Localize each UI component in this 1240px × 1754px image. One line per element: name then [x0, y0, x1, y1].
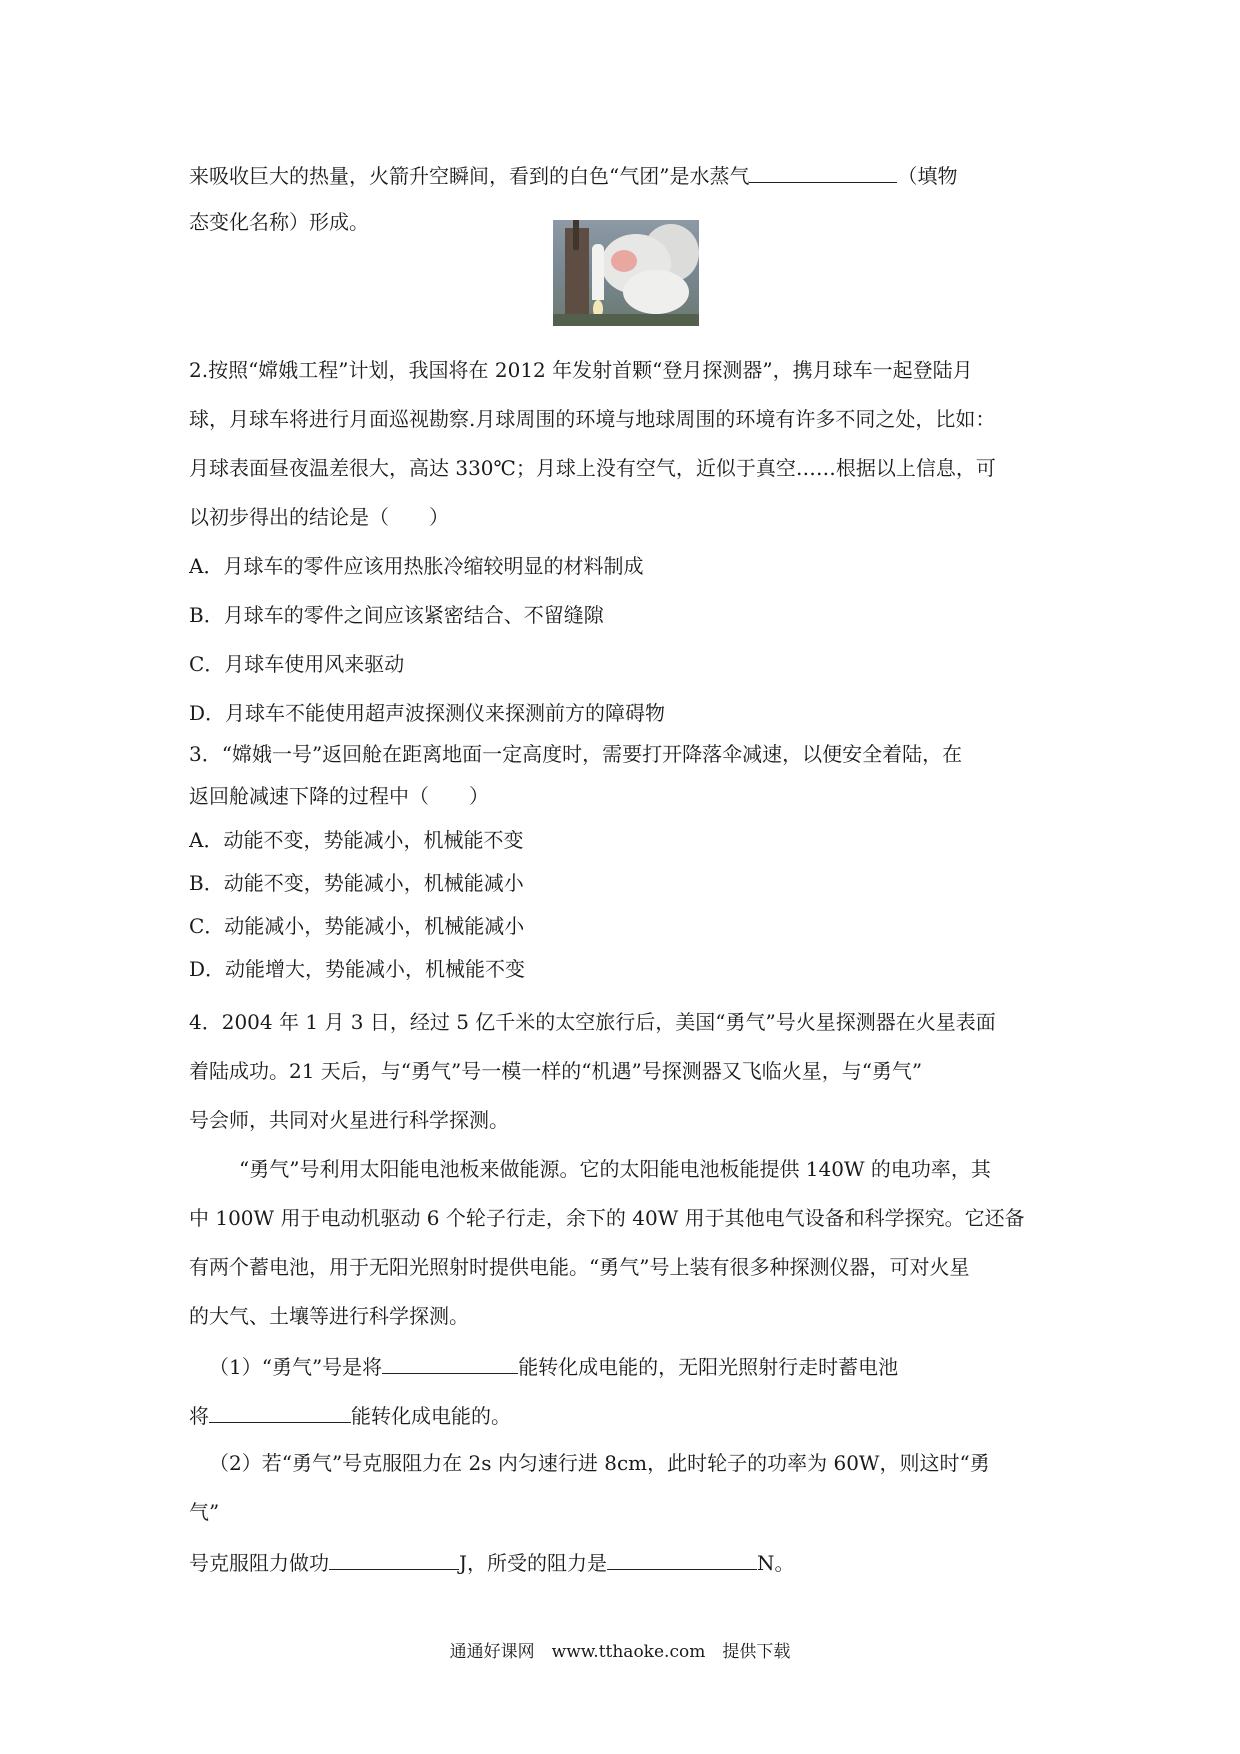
launch-tower-top	[573, 220, 579, 250]
q4-para-line-3: 有两个蓄电池，用于无阳光照射时提供电能。“勇气”号上装有很多种探测仪器，可对火星	[189, 1255, 970, 1279]
q4-sub2-line-3	[189, 1547, 795, 1577]
q2-option-c[interactable]: C．月球车使用风来驱动	[189, 652, 405, 676]
q4-sub1-line-2	[189, 1400, 511, 1430]
q4-sub2-blank-work[interactable]	[329, 1547, 459, 1570]
q2-line-3: 月球表面昼夜温差很大，高达 330℃；月球上没有空气，近似于真空……根据以上信息，可	[189, 456, 996, 480]
q3-line-2: 返回舱减速下降的过程中（ ）	[189, 784, 489, 808]
q4-sub1-text-c: 将	[189, 1404, 209, 1428]
q4-sub2-line-2: 气”	[189, 1500, 220, 1524]
q3-option-c[interactable]: C．动能减小，势能减小，机械能减小	[189, 914, 525, 938]
ground	[553, 314, 699, 326]
q1-text-after-blank: （填物	[897, 164, 958, 188]
q2-option-b[interactable]: B．月球车的零件之间应该紧密结合、不留缝隙	[189, 603, 604, 627]
q4-sub1-blank-2[interactable]	[209, 1400, 351, 1423]
q3-line-1: 3．“嫦娥一号”返回舱在距离地面一定高度时，需要打开降落伞减速，以便安全着陆，在	[189, 742, 963, 766]
smoke-cloud	[623, 270, 689, 314]
q2-line-1: 2.按照“嫦娥工程”计划，我国将在 2012 年发射首颗“登月探测器”，携月球车一起登陆月	[189, 358, 973, 382]
q2-line-4: 以初步得出的结论是（ ）	[189, 505, 449, 529]
rocket-body	[592, 244, 604, 300]
q4-sub2-text-b: J，所受的阻力是	[459, 1551, 608, 1575]
q2-option-a[interactable]: A．月球车的零件应该用热胀冷缩较明显的材料制成	[189, 554, 644, 578]
q4-line-3: 号会师，共同对火星进行科学探测。	[189, 1108, 509, 1132]
q4-para-line-1: “勇气”号利用太阳能电池板来做能源。它的太阳能电池板能提供 140W 的电功率，其	[239, 1157, 991, 1181]
q3-option-b[interactable]: B．动能不变，势能减小，机械能减小	[189, 871, 524, 895]
q1-line-2: 态变化名称）形成。	[189, 210, 369, 234]
flame-glow	[611, 250, 637, 272]
q4-sub1-text-b: 能转化成电能的，无阳光照射行走时蓄电池	[518, 1355, 899, 1379]
q1-line-1	[189, 160, 957, 190]
q2-option-d[interactable]: D．月球车不能使用超声波探测仪来探测前方的障碍物	[189, 701, 666, 725]
q4-sub2-text-c: N。	[757, 1551, 795, 1575]
q4-sub2-text-a: 号克服阻力做功	[189, 1551, 329, 1575]
q1-answer-blank[interactable]	[749, 160, 897, 183]
q3-option-d[interactable]: D．动能增大，势能减小，机械能不变	[189, 957, 526, 981]
q1-text-before-blank: 来吸收巨大的热量，火箭升空瞬间，看到的白色“气团”是水蒸气	[189, 164, 750, 188]
q4-sub1-text-a: （1）“勇气”号是将	[209, 1355, 383, 1379]
rocket-launch-image	[553, 220, 699, 326]
q4-sub1-text-d: 能转化成电能的。	[351, 1404, 511, 1428]
q4-sub1-blank-1[interactable]	[382, 1351, 518, 1374]
page-footer: 通通好课网 www.tthaoke.com 提供下载	[449, 1642, 791, 1662]
q4-para-line-2: 中 100W 用于电动机驱动 6 个轮子行走，余下的 40W 用于其他电气设备和科学探究。它还备	[189, 1206, 1025, 1230]
q4-para-line-4: 的大气、土壤等进行科学探测。	[189, 1304, 469, 1328]
q4-line-2: 着陆成功。21 天后，与“勇气”号一模一样的“机遇”号探测器又飞临火星，与“勇气”	[189, 1059, 923, 1083]
q4-sub2-blank-force[interactable]	[607, 1547, 757, 1570]
q3-option-a[interactable]: A．动能不变，势能减小，机械能不变	[189, 828, 524, 852]
q4-sub1-line-1	[209, 1351, 898, 1381]
q4-sub2-line-1: （2）若“勇气”号克服阻力在 2s 内匀速行进 8cm，此时轮子的功率为 60W，则这时“勇	[209, 1451, 990, 1475]
q4-line-1: 4．2004 年 1 月 3 日，经过 5 亿千米的太空旅行后，美国“勇气”号火星探测器在火星表面	[189, 1010, 996, 1034]
q2-line-2: 球，月球车将进行月面巡视勘察.月球周围的环境与地球周围的环境有许多不同之处，比如：	[189, 407, 996, 431]
